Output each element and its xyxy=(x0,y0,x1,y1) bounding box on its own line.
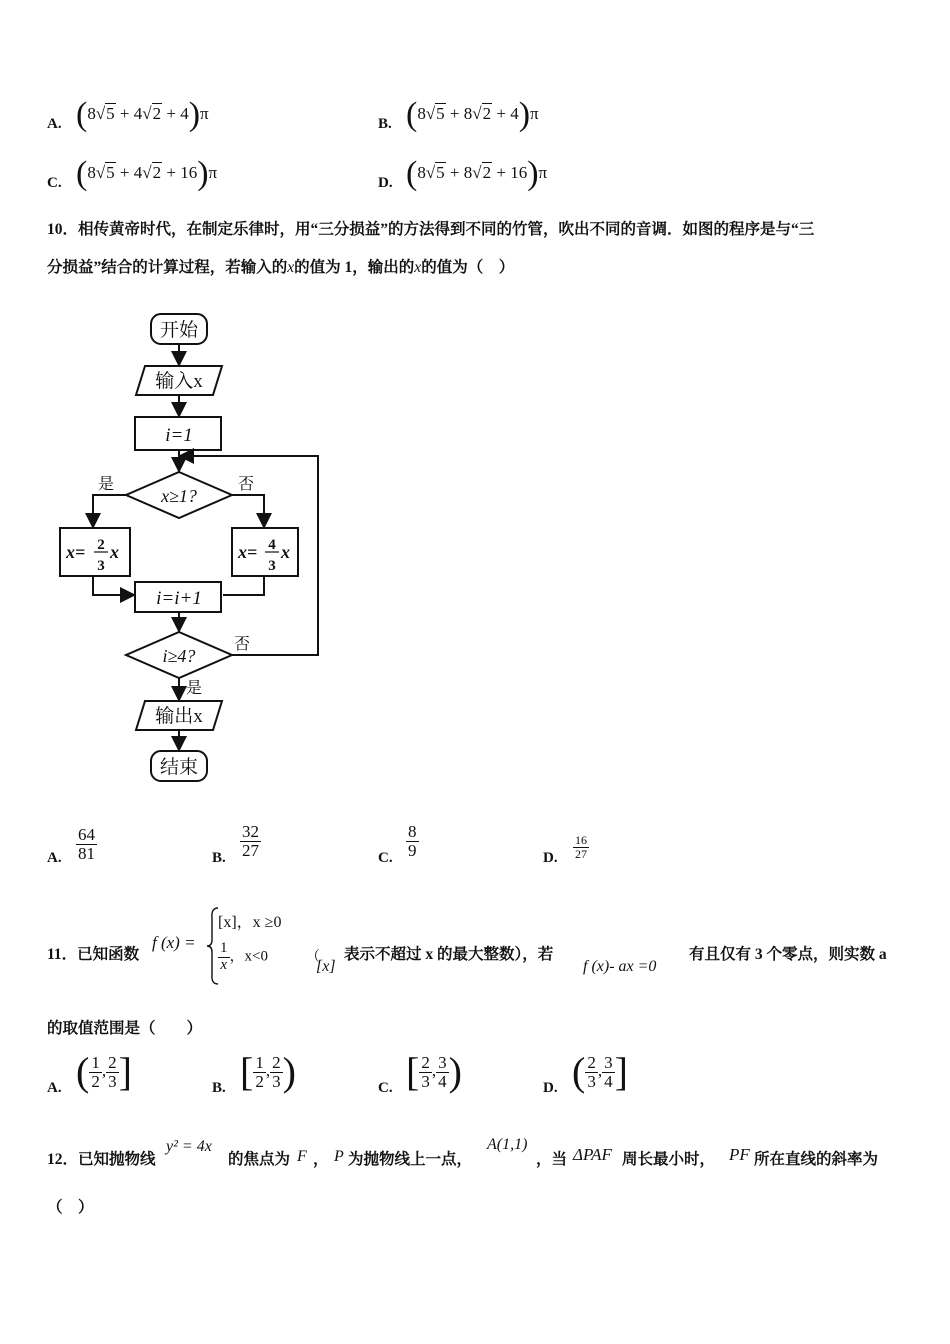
flow-yes2-label: 是 xyxy=(186,680,203,697)
q10-option-c-label: C. xyxy=(378,850,393,866)
flow-left-lhs: x= xyxy=(66,542,86,562)
flow-cond2-text: i≥4? xyxy=(162,646,196,666)
q11-case2: $\frac{1}{x}$ ，x<0 xyxy=(220,940,268,973)
q9-option-a-expr: (8√5 + 4√2 + 4)π xyxy=(76,96,209,133)
flow-input-text: 输入x xyxy=(155,371,203,392)
q10-option-c-frac: $\frac{8}{9}$ xyxy=(408,822,417,860)
q11-option-c-label: C. xyxy=(378,1080,393,1096)
flowchart xyxy=(50,305,340,795)
q12-PF: PF xyxy=(729,1145,750,1164)
q10-stem-line1: 10．相传黄帝时代，在制定乐律时，用“三分损益”的方法得到不同的竹管，吹出不同的音调．如图的程序是与“三 xyxy=(47,221,815,238)
q12-triangle: ΔPAF xyxy=(573,1145,612,1164)
q10-option-a-label: A. xyxy=(47,850,62,866)
q11-option-b-expr: [ $\frac{1}{2}$ , $\frac{2}{3}$ ) xyxy=(240,1049,296,1094)
flow-no2-label: 否 xyxy=(234,636,251,653)
q11-note-text: 表示不超过 x 的最大整数），若 xyxy=(344,946,554,963)
q11-suffix: 有且仅有 3 个零点，则实数 a xyxy=(689,946,887,963)
q9-option-c-label: C. xyxy=(47,175,62,191)
q11-f-def: f (x) = xyxy=(152,933,196,952)
q11-option-a-label: A. xyxy=(47,1080,62,1096)
q11-case1: [x]，x ≥0 xyxy=(218,914,282,931)
q11-prefix: 11．已知函数 xyxy=(47,946,140,963)
q9-option-b-expr: (8√5 + 8√2 + 4)π xyxy=(406,96,539,133)
q9-option-d-expr: (8√5 + 8√2 + 16)π xyxy=(406,155,548,192)
q12-F: F xyxy=(297,1148,307,1165)
q10-option-a-frac: $\frac{64}{81}$ xyxy=(78,825,95,863)
q12-stem-line2: （ ） xyxy=(47,1199,94,1216)
q10-option-d-frac: $\frac{16}{27}$ xyxy=(575,833,587,861)
q12-parabola: y² = 4x xyxy=(166,1138,212,1155)
q10-stem-line2: 分损益”结合的计算过程，若输入的x的值为 1，输出的x的值为（ ） xyxy=(47,259,515,276)
flow-right-num: 4 xyxy=(268,537,276,553)
q10-option-d-label: D. xyxy=(543,850,558,866)
q11-option-a-expr: ( $\frac{1}{2}$ , $\frac{2}{3}$ ] xyxy=(76,1049,132,1094)
flow-right-lhs: x= xyxy=(238,542,258,562)
flow-right-rhs: x xyxy=(281,542,290,562)
q11-note-bracket: [x] xyxy=(316,958,336,975)
q11-option-d-expr: ( $\frac{2}{3}$ , $\frac{3}{4}$ ] xyxy=(572,1049,628,1094)
q12-t5: 周长最小时， xyxy=(622,1151,716,1168)
flow-start-text: 开始 xyxy=(159,320,199,341)
flow-cond1-text: x≥1? xyxy=(161,486,197,506)
flow-output-text: 输出x xyxy=(155,706,203,727)
flow-incr-text: i=i+1 xyxy=(156,588,202,609)
q12-prefix: 12．已知抛物线 xyxy=(47,1151,156,1168)
flow-init-text: i=1 xyxy=(165,425,193,446)
q11-option-d-label: D. xyxy=(543,1080,558,1096)
flow-left-num: 2 xyxy=(97,537,105,553)
q12-t1: 的焦点为 xyxy=(228,1151,291,1168)
q11-note-open: （ xyxy=(306,950,320,965)
flow-left-den: 3 xyxy=(97,558,105,574)
q11-option-c-expr: [ $\frac{2}{3}$ , $\frac{3}{4}$ ) xyxy=(406,1049,462,1094)
q9-option-d-label: D. xyxy=(378,175,393,191)
flow-end-text: 结束 xyxy=(159,757,199,778)
q12-P: P xyxy=(334,1148,344,1165)
flow-yes-label: 是 xyxy=(98,476,115,493)
flow-left-rhs: x xyxy=(110,542,119,562)
q10-option-b-label: B. xyxy=(212,850,226,866)
q9-option-a-label: A. xyxy=(47,116,62,132)
q9-option-c-expr: (8√5 + 4√2 + 16)π xyxy=(76,155,218,192)
q11-stem-line2: 的取值范围是（ ） xyxy=(47,1020,203,1037)
q9-option-b-label: B. xyxy=(378,116,392,132)
flow-right-den: 3 xyxy=(268,558,276,574)
q12-t2: ， xyxy=(313,1151,329,1168)
q12-t6: 所在直线的斜率为 xyxy=(754,1151,879,1168)
q12-A: A(1,1) xyxy=(487,1136,528,1153)
flow-no-label: 否 xyxy=(238,476,255,493)
q12-t4: ，当 xyxy=(536,1151,568,1168)
q10-option-b-frac: $\frac{32}{27}$ xyxy=(242,822,259,860)
q12-t3: 为抛物线上一点， xyxy=(348,1151,473,1168)
q11-equation: f (x)- ax =0 xyxy=(583,958,657,975)
q11-option-b-label: B. xyxy=(212,1080,226,1096)
